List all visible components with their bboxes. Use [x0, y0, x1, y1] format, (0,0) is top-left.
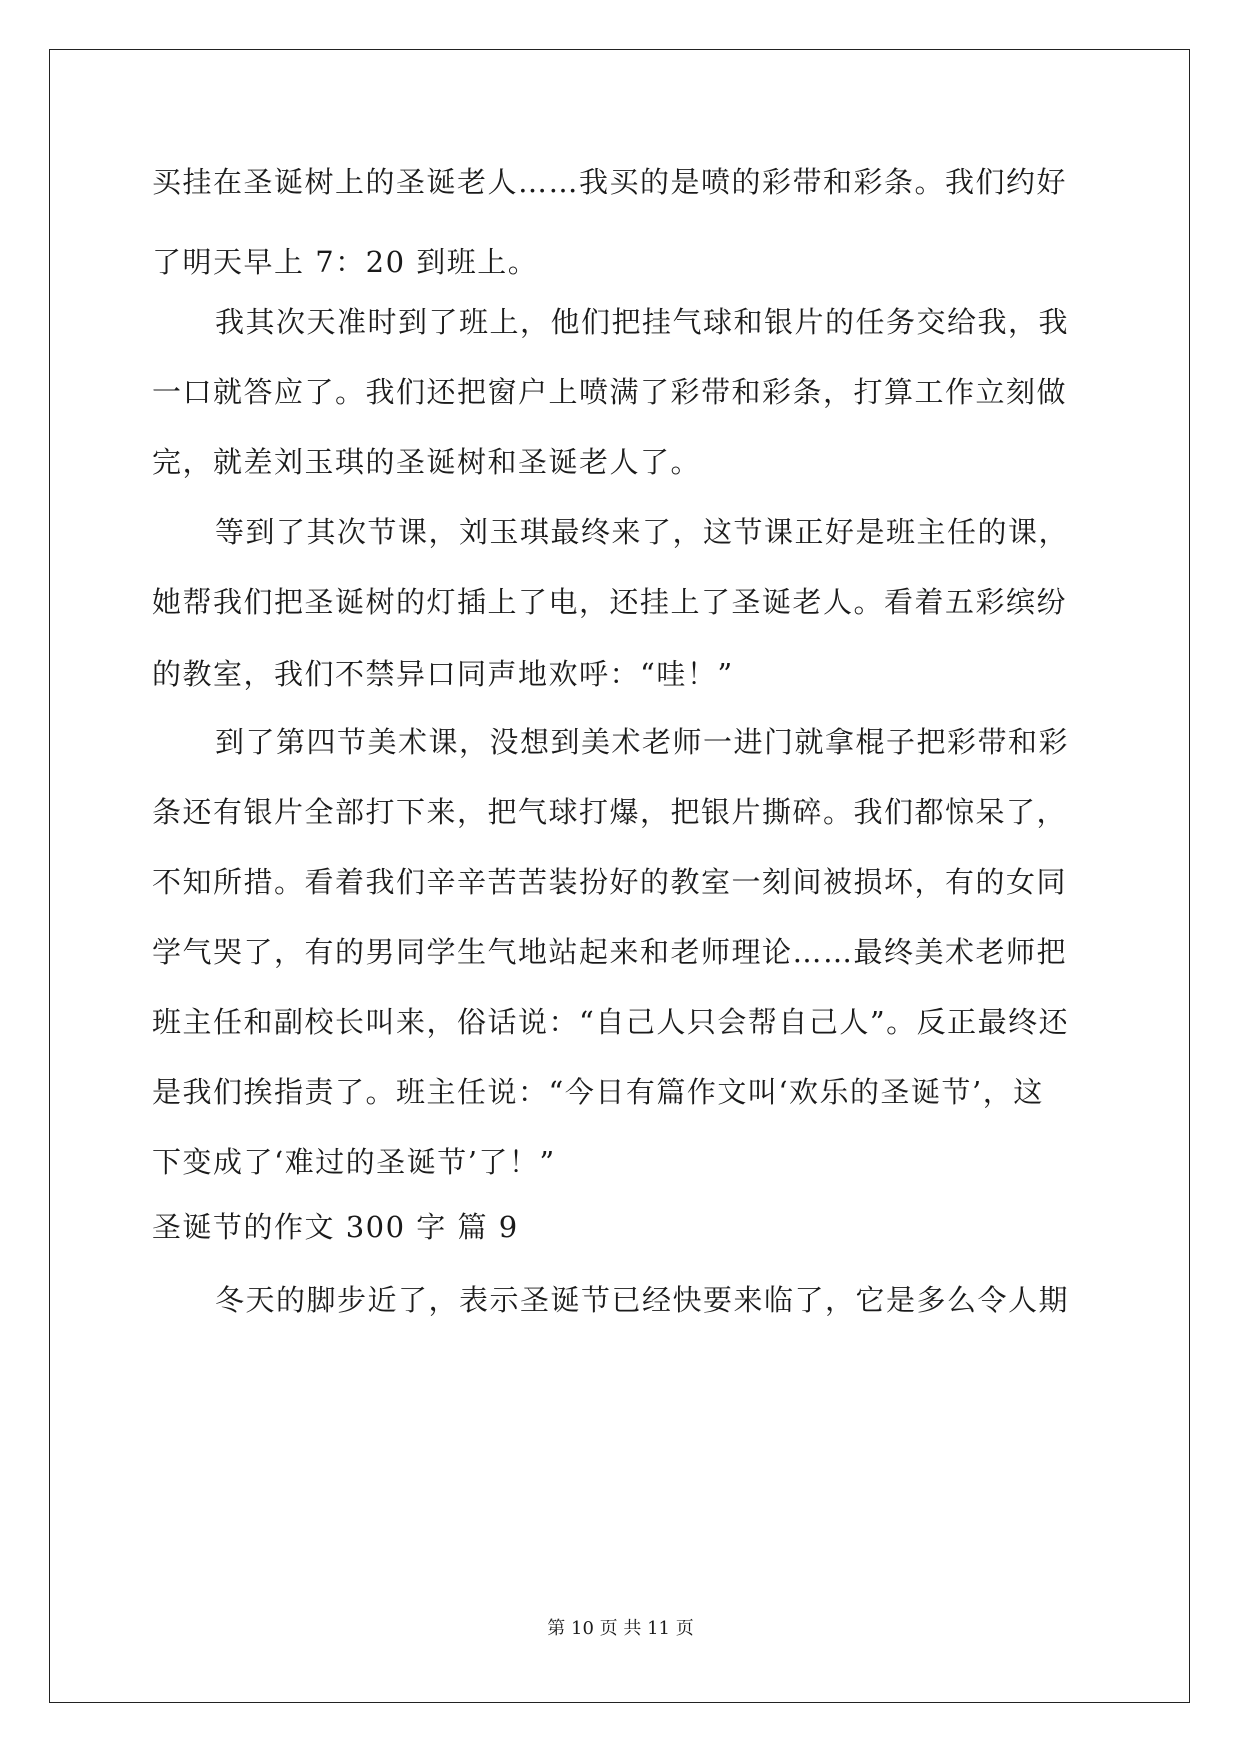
page-number-label: 第 10 页 共 11 页 [547, 1618, 694, 1639]
text-line: 一口就答应了。我们还把窗户上喷满了彩带和彩条，打算工作立刻做 [152, 375, 1068, 409]
text-line: 她帮我们把圣诞树的灯插上了电，还挂上了圣诞老人。看着五彩缤纷 [152, 585, 1068, 619]
text-line: 学气哭了，有的男同学生气地站起来和老师理论……最终美术老师把 [152, 935, 1068, 969]
text-line: 了明天早上 7：20 到班上。 [152, 245, 539, 279]
text-line: 买挂在圣诞树上的圣诞老人……我买的是喷的彩带和彩条。我们约好 [152, 165, 1068, 199]
text-line: 班主任和副校长叫来，俗话说：“自己人只会帮自己人”。反正最终还 [152, 1005, 1070, 1039]
paragraph-start-line: 冬天的脚步近了，表示圣诞节已经快要来临了，它是多么令人期 [215, 1283, 1070, 1317]
text-line: 是我们挨指责了。班主任说：“今日有篇作文叫‘欢乐的圣诞节’，这 [152, 1075, 1044, 1109]
page-footer [0, 1617, 1241, 1641]
paragraph-start-line: 到了第四节美术课，没想到美术老师一进门就拿棍子把彩带和彩 [215, 725, 1070, 759]
text-line: 不知所措。看着我们辛辛苦苦装扮好的教室一刻间被损坏，有的女同 [152, 865, 1068, 899]
paragraph-start-line: 等到了其次节课，刘玉琪最终来了，这节课正好是班主任的课， [215, 515, 1070, 549]
text-line: 条还有银片全部打下来，把气球打爆，把银片撕碎。我们都惊呆了， [152, 795, 1068, 829]
text-line: 下变成了‘难过的圣诞节’了！” [152, 1145, 556, 1179]
text-line: 的教室，我们不禁异口同声地欢呼：“哇！” [152, 657, 734, 691]
section-heading: 圣诞节的作文 300 字 篇 9 [152, 1210, 519, 1244]
paragraph-start-line: 我其次天准时到了班上，他们把挂气球和银片的任务交给我，我 [215, 305, 1070, 339]
text-line: 完，就差刘玉琪的圣诞树和圣诞老人了。 [152, 445, 702, 479]
